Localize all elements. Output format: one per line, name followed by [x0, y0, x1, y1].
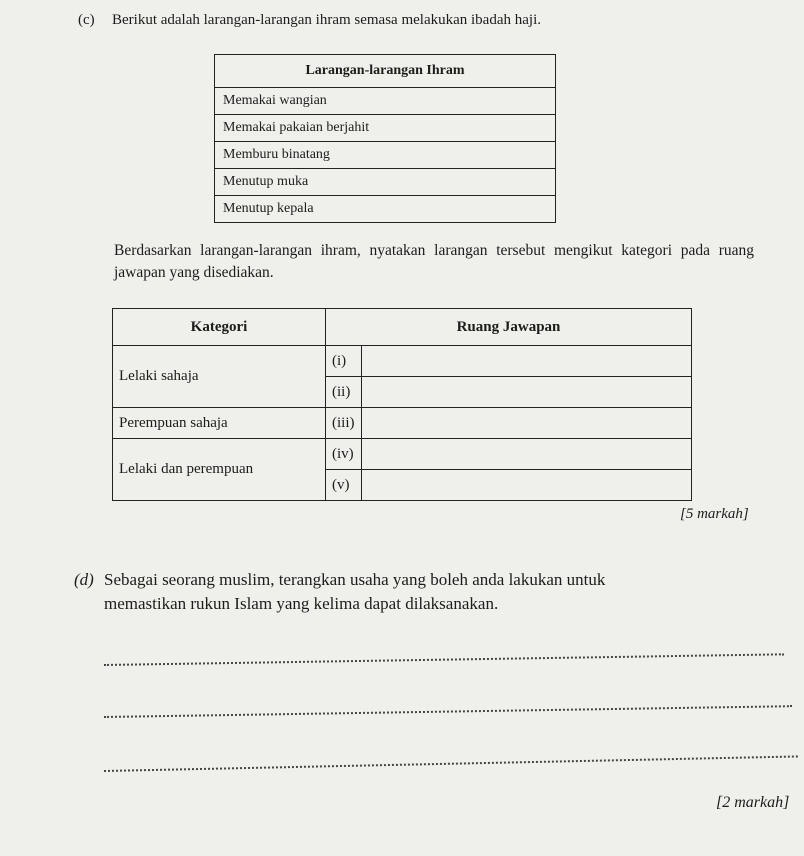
prohibition-item: Memakai wangian	[215, 88, 556, 115]
question-d	[74, 568, 794, 616]
answer-slot-field[interactable]	[361, 408, 692, 439]
question-c-label: (c)	[78, 12, 95, 28]
category-cell: Lelaki sahaja	[113, 346, 326, 408]
prohibitions-table	[214, 54, 556, 223]
question-c-text: Berikut adalah larangan-larangan ihram semasa melakukan ibadah haji.	[112, 12, 541, 28]
answer-line[interactable]	[104, 705, 792, 718]
answer-slot-field[interactable]	[361, 346, 692, 377]
category-cell: Lelaki dan perempuan	[113, 439, 326, 501]
prohibition-item: Memburu binatang	[215, 142, 556, 169]
answer-line[interactable]	[104, 755, 798, 772]
answer-slot-field[interactable]	[361, 470, 692, 501]
question-c	[78, 12, 541, 29]
answer-slot-label: (i)	[326, 346, 362, 377]
prohibition-item: Memakai pakaian berjahit	[215, 115, 556, 142]
question-d-text-line2: memastikan rukun Islam yang kelima dapat dilaksanakan.	[104, 594, 499, 613]
question-d-label: (d)	[74, 570, 94, 589]
marks-c: [5 markah]	[680, 506, 749, 522]
prohibition-item: Menutup kepala	[215, 196, 556, 223]
prohibition-item: Menutup muka	[215, 169, 556, 196]
answer-line[interactable]	[104, 653, 784, 666]
instruction-text: Berdasarkan larangan-larangan ihram, nyatakan larangan tersebut mengikut kategori pada ruang jawapan yang disediakan.	[114, 242, 754, 281]
question-d-text: Sebagai seorang muslim, terangkan usaha yang boleh anda lakukan untuk	[104, 570, 606, 589]
answer-slot-label: (ii)	[326, 377, 362, 408]
answer-slot-label: (iv)	[326, 439, 362, 470]
category-cell: Perempuan sahaja	[113, 408, 326, 439]
prohibitions-header: Larangan-larangan Ihram	[215, 55, 556, 88]
marks-d: [2 markah]	[716, 794, 790, 811]
answer-slot-field[interactable]	[361, 439, 692, 470]
answer-slot-label: (iii)	[326, 408, 362, 439]
category-header: Kategori	[113, 309, 326, 346]
answer-header: Ruang Jawapan	[326, 309, 692, 346]
answer-slot-label: (v)	[326, 470, 362, 501]
answer-table	[112, 308, 692, 501]
answer-slot-field[interactable]	[361, 377, 692, 408]
